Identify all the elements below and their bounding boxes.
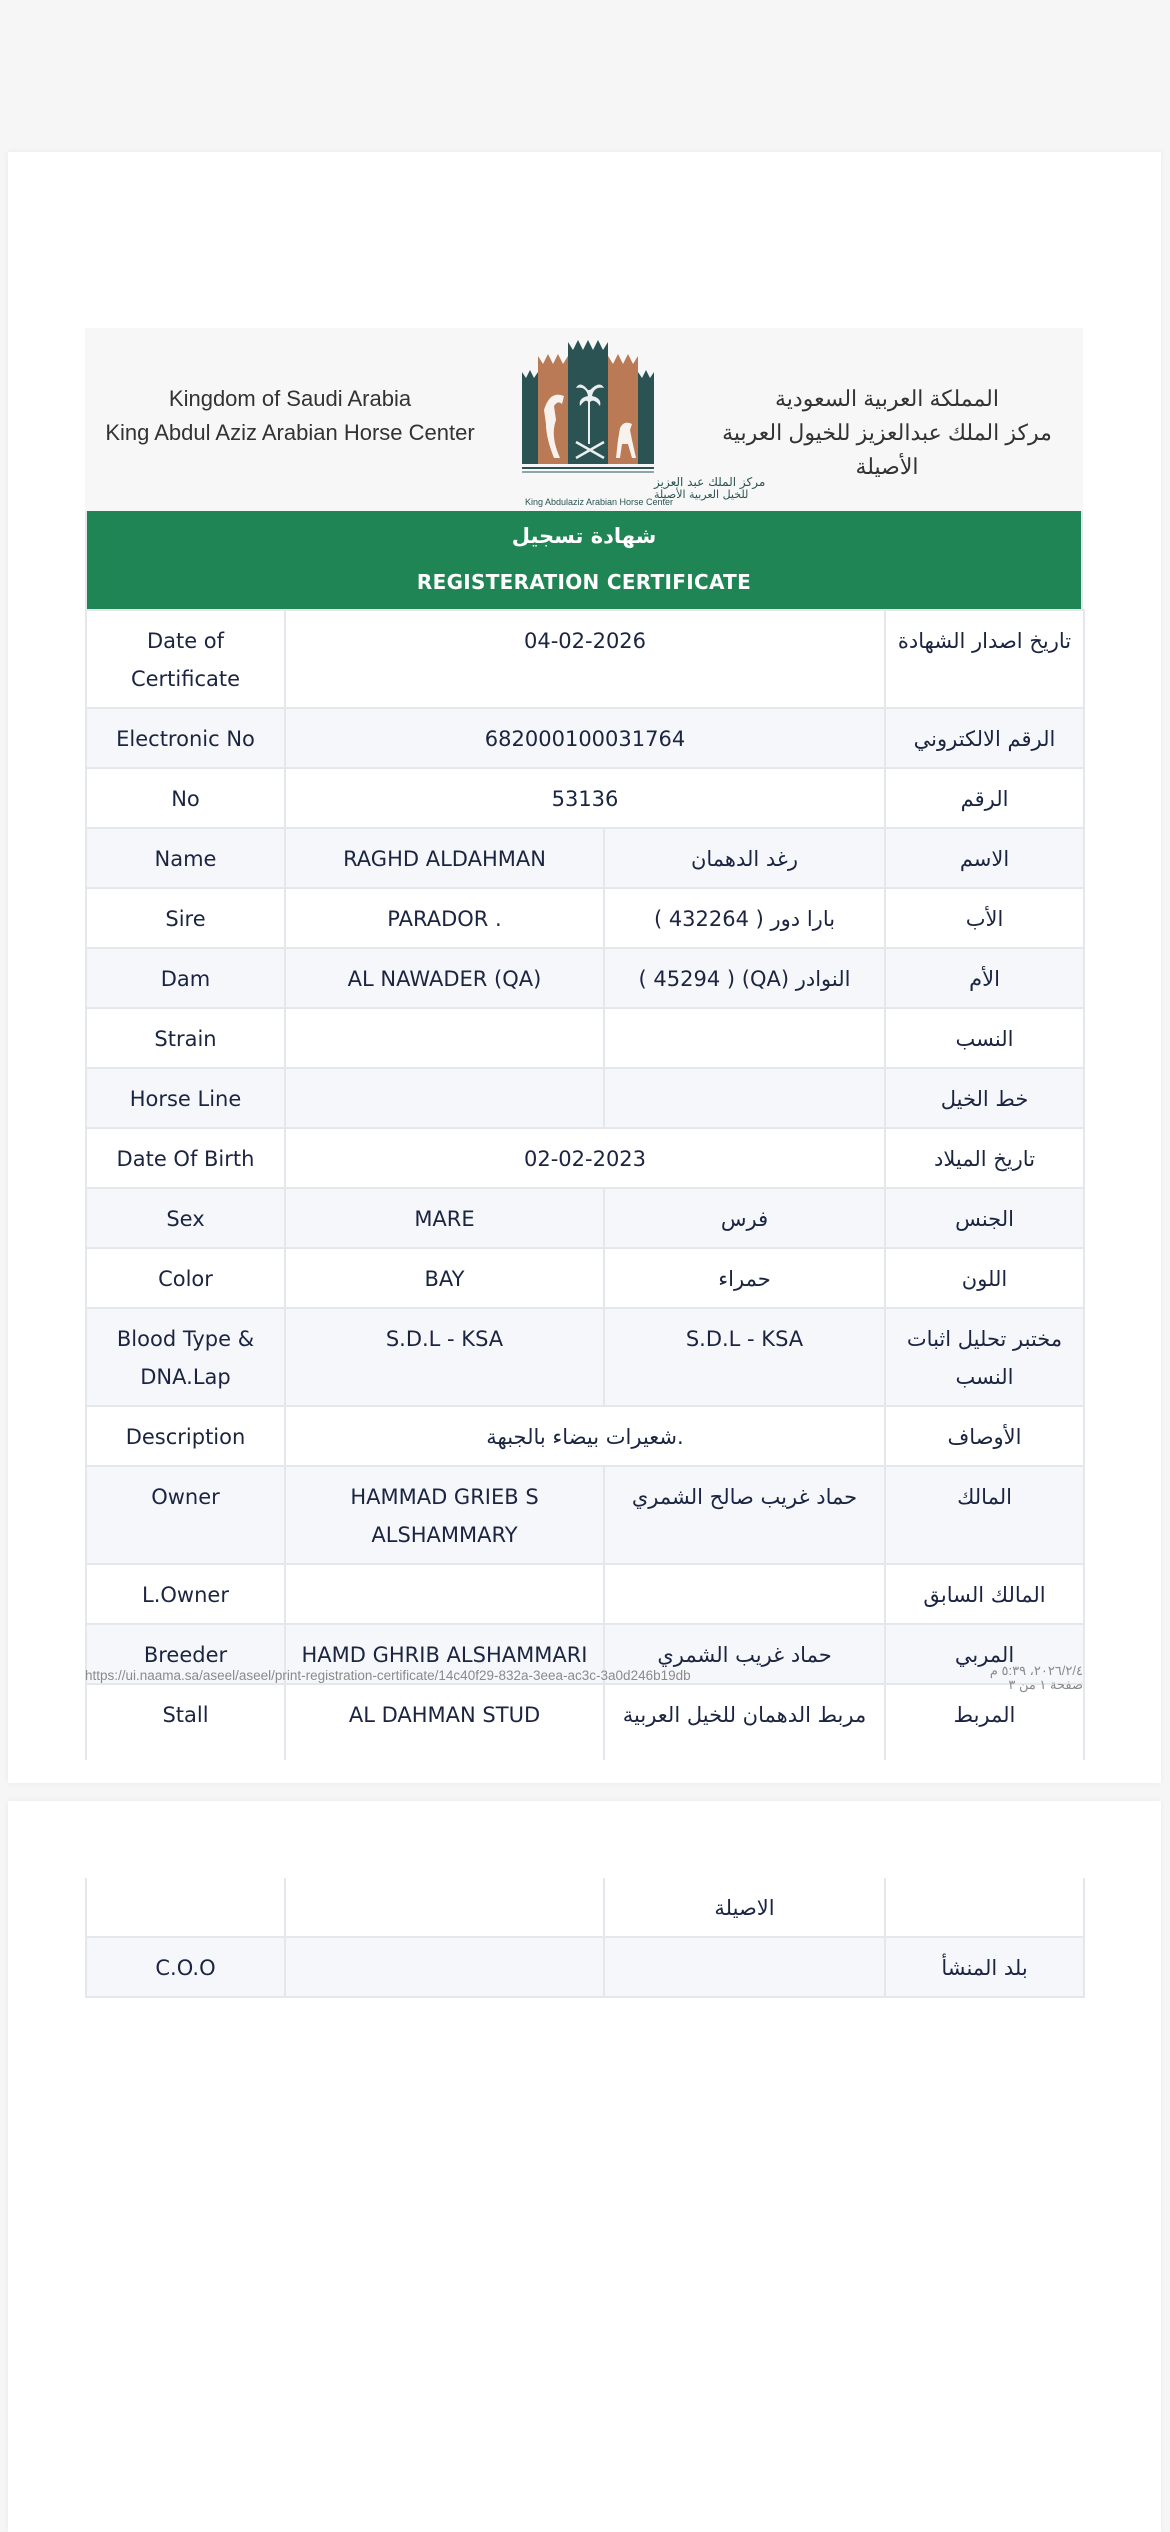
- label-ar: مختبر تحليل اثبات النسب: [885, 1308, 1084, 1406]
- label-en: [86, 1878, 285, 1937]
- label-en: Color: [86, 1248, 285, 1308]
- label-ar: المالك: [885, 1466, 1084, 1564]
- label-en: Sire: [86, 888, 285, 948]
- label-en: C.O.O: [86, 1937, 285, 1997]
- label-ar: خط الخيل: [885, 1068, 1084, 1128]
- field-value: 02-02-2023: [285, 1128, 885, 1188]
- label-ar: تاريخ الميلاد: [885, 1128, 1084, 1188]
- field-value: 53136: [285, 768, 885, 828]
- logo-arabic-line1: مركز الملك عبد العزيز: [654, 475, 766, 489]
- title-arabic: شهادة تسجيل: [511, 524, 657, 548]
- field-value-ar: حماد غريب صالح الشمري: [604, 1466, 885, 1564]
- table-row-blood-type-dna-lap: [86, 1308, 1084, 1406]
- table-row-l-owner: [86, 1564, 1084, 1624]
- field-value-en: RAGHD ALDAHMAN: [285, 828, 604, 888]
- field-value: 682000100031764: [285, 708, 885, 768]
- table-row-date-of-certificate: [86, 610, 1084, 708]
- print-footer-meta: [990, 1664, 1083, 1692]
- table-row-owner: [86, 1466, 1084, 1564]
- field-value-en: PARADOR .: [285, 888, 604, 948]
- table-row-date-of-birth: [86, 1128, 1084, 1188]
- label-en: Stall: [86, 1684, 285, 1760]
- certificate-details-table-continued: [85, 1878, 1085, 1998]
- label-en: L.Owner: [86, 1564, 285, 1624]
- label-en: Name: [86, 828, 285, 888]
- certificate-details-table: [85, 609, 1085, 1760]
- center-logo: [520, 340, 766, 507]
- label-en: Sex: [86, 1188, 285, 1248]
- field-value-en: S.D.L - KSA: [285, 1308, 604, 1406]
- header-country-en: Kingdom of Saudi Arabia: [168, 386, 412, 411]
- label-en: Horse Line: [86, 1068, 285, 1128]
- field-value: 04-02-2026: [285, 610, 885, 708]
- field-value-ar: الاصيلة: [604, 1878, 885, 1937]
- label-ar: المربط: [885, 1684, 1084, 1760]
- table-row-sire: [86, 888, 1084, 948]
- label-en: Date of Certificate: [86, 610, 285, 708]
- table-row-dam: [86, 948, 1084, 1008]
- header-country-ar: المملكة العربية السعودية: [775, 386, 999, 411]
- field-value-ar: S.D.L - KSA: [604, 1308, 885, 1406]
- field-value-en: [285, 1008, 604, 1068]
- field-value-en: AL NAWADER (QA): [285, 948, 604, 1008]
- table-row-sex: [86, 1188, 1084, 1248]
- field-value-en: MARE: [285, 1188, 604, 1248]
- field-value-ar: [604, 1937, 885, 1997]
- field-value-en: BAY: [285, 1248, 604, 1308]
- label-ar: الأم: [885, 948, 1084, 1008]
- field-value-ar: [604, 1564, 885, 1624]
- field-value-ar: بارا دور ( 432264 ): [604, 888, 885, 948]
- label-ar: الأوصاف: [885, 1406, 1084, 1466]
- field-value-ar: فرس: [604, 1188, 885, 1248]
- table-row-stall: [86, 1684, 1084, 1760]
- page-indicator: صفحة ١ من ٣: [1008, 1677, 1083, 1692]
- label-ar: الاسم: [885, 828, 1084, 888]
- certificate-page-1: [8, 152, 1161, 1783]
- table-row-strain: [86, 1008, 1084, 1068]
- certificate-header: [85, 328, 1083, 511]
- label-ar: الرقم الالكتروني: [885, 708, 1084, 768]
- header-english: [99, 382, 481, 450]
- field-value-ar: حمراء: [604, 1248, 885, 1308]
- label-ar: الجنس: [885, 1188, 1084, 1248]
- label-ar: المالك السابق: [885, 1564, 1084, 1624]
- label-ar: المربي: [885, 1624, 1084, 1684]
- label-ar: بلد المنشأ: [885, 1937, 1084, 1997]
- print-url: https://ui.naama.sa/aseel/aseel/print-registration-certificate/14c40f29-832a-3eea-ac3c-3a0d246b19db: [85, 1668, 691, 1683]
- label-en: Owner: [86, 1466, 285, 1564]
- logo-arabic-line2: للخيل العربية الأصيلة: [654, 488, 749, 501]
- table-row-name: [86, 828, 1084, 888]
- logo-towers: [522, 340, 654, 464]
- title-english: REGISTERATION CERTIFICATE: [416, 570, 752, 594]
- label-ar: الأب: [885, 888, 1084, 948]
- label-en: Breeder: [86, 1624, 285, 1684]
- table-row-description: [86, 1406, 1084, 1466]
- field-value-ar: حماد غريب الشمري: [604, 1624, 885, 1684]
- field-value-ar: [604, 1008, 885, 1068]
- label-ar: تاريخ اصدار الشهادة: [885, 610, 1084, 708]
- header-center-en: King Abdul Aziz Arabian Horse Center: [105, 420, 475, 445]
- field-value-ar: مربط الدهمان للخيل العربية: [604, 1684, 885, 1760]
- label-en: Blood Type & DNA.Lap: [86, 1308, 285, 1406]
- field-value-en: [285, 1878, 604, 1937]
- certificate-title-bar: [85, 511, 1083, 609]
- table-row-horse-line: [86, 1068, 1084, 1128]
- field-value-ar: النوادر (QA) ( 45294 ): [604, 948, 885, 1008]
- table-row-electronic-no: [86, 708, 1084, 768]
- field-value-en: AL DAHMAN STUD: [285, 1684, 604, 1760]
- certificate-page-2: [8, 1801, 1161, 2532]
- print-datetime: ٢٠٢٦/٢/٤، ٥:٣٩ م: [989, 1663, 1083, 1678]
- field-value-en: [285, 1937, 604, 1997]
- logo-english-text: King Abdulaziz Arabian Horse Center: [524, 497, 674, 507]
- table-row-color: [86, 1248, 1084, 1308]
- field-value-en: [285, 1068, 604, 1128]
- label-en: Dam: [86, 948, 285, 1008]
- field-value: شعيرات بيضاء بالجبهة.: [285, 1406, 885, 1466]
- table-row-c-o-o: [86, 1937, 1084, 1997]
- field-value-ar: [604, 1068, 885, 1128]
- table-row-row-0: [86, 1878, 1084, 1937]
- label-ar: اللون: [885, 1248, 1084, 1308]
- label-en: Electronic No: [86, 708, 285, 768]
- table-row-no: [86, 768, 1084, 828]
- field-value-en: HAMD GHRIB ALSHAMMARI: [285, 1624, 604, 1684]
- field-value-ar: رغد الدهمان: [604, 828, 885, 888]
- label-en: Date Of Birth: [86, 1128, 285, 1188]
- label-ar: [885, 1878, 1084, 1937]
- horse-center-logo-icon: [520, 340, 766, 501]
- header-arabic: [707, 382, 1067, 484]
- field-value-en: [285, 1564, 604, 1624]
- label-en: No: [86, 768, 285, 828]
- label-ar: الرقم: [885, 768, 1084, 828]
- field-value-en: HAMMAD GRIEB S ALSHAMMARY: [285, 1466, 604, 1564]
- label-en: Strain: [86, 1008, 285, 1068]
- label-en: Description: [86, 1406, 285, 1466]
- header-center-ar: مركز الملك عبدالعزيز للخيول العربية الأصيلة: [722, 420, 1052, 479]
- label-ar: النسب: [885, 1008, 1084, 1068]
